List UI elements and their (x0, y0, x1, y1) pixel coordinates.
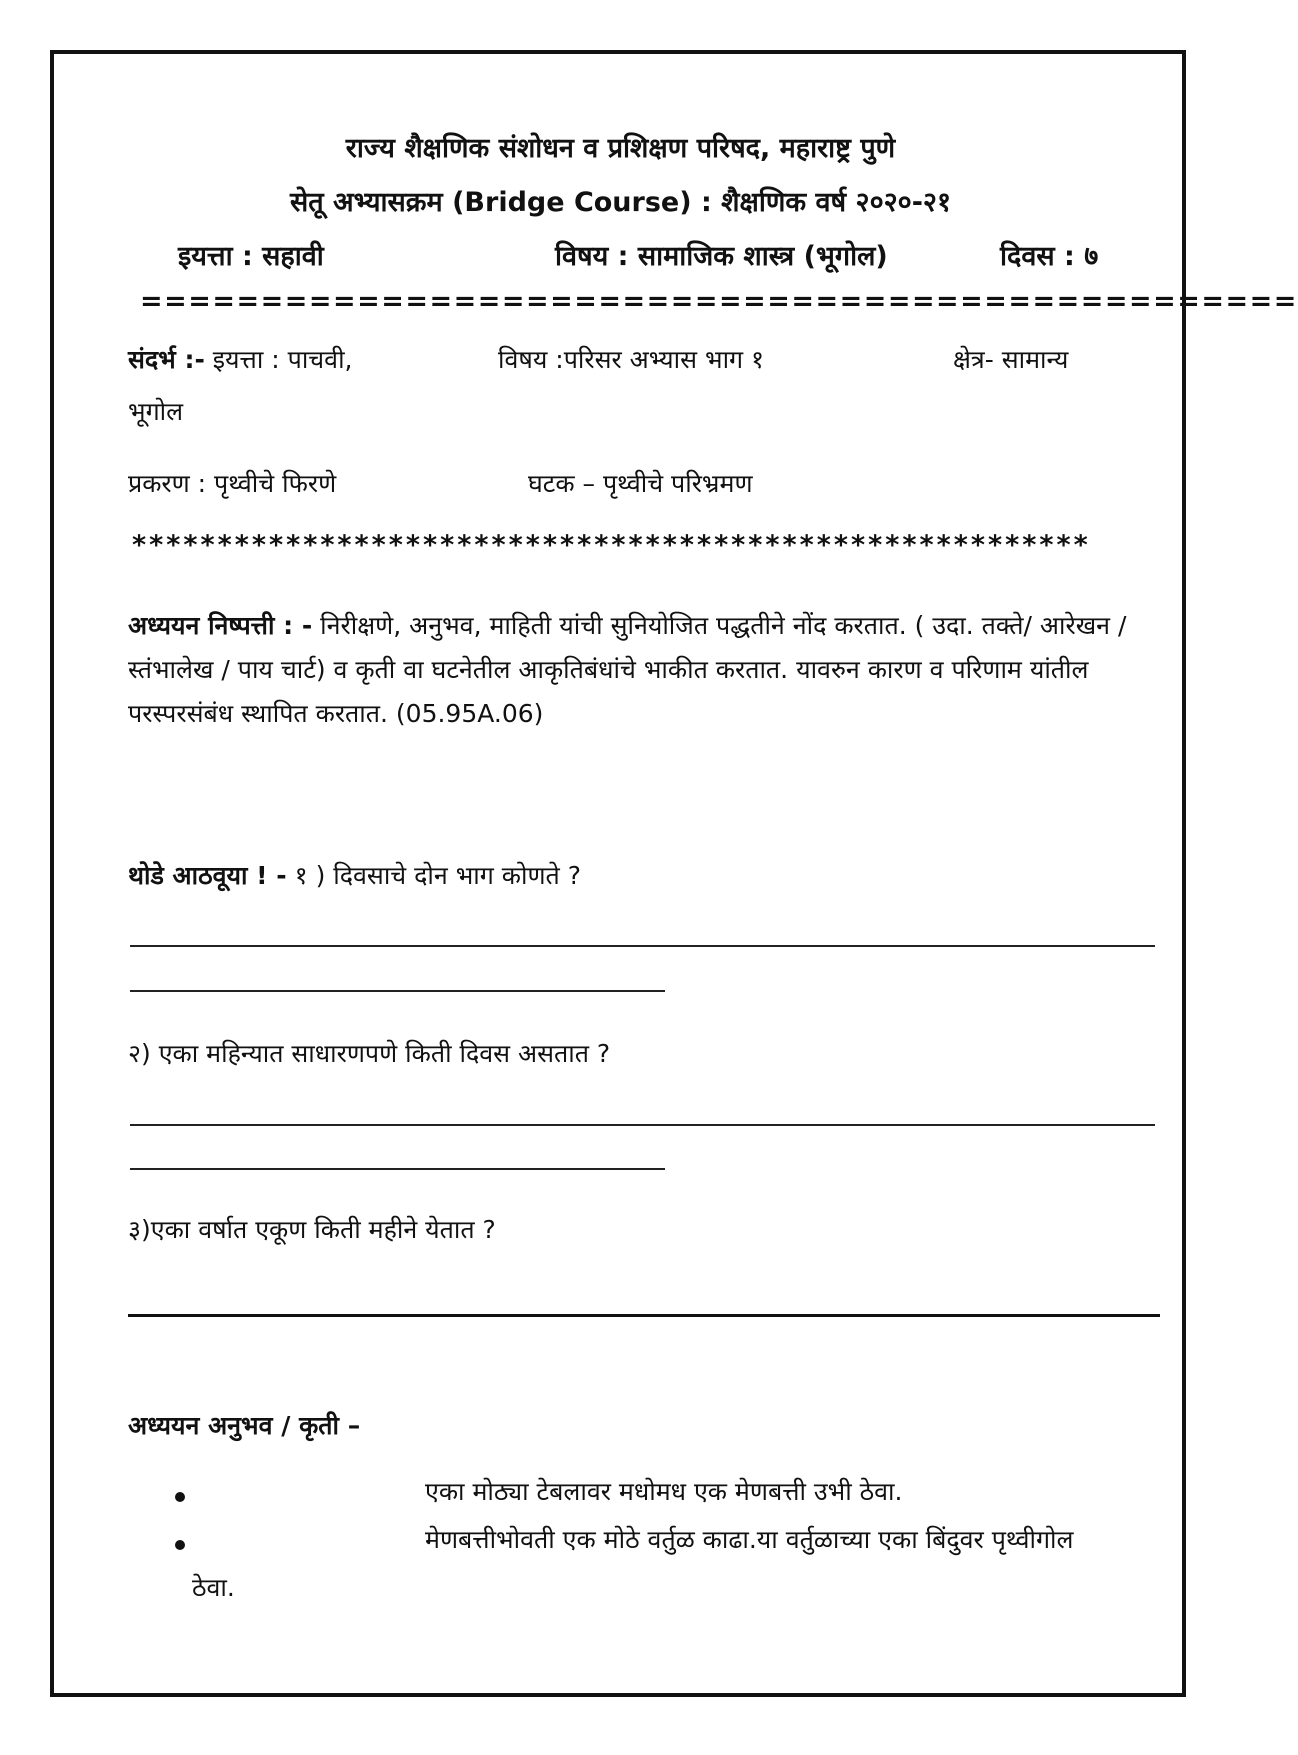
header-course-title: सेतू अभ्यासक्रम (Bridge Course) : शैक्षणिक वर्ष २०२०-२१ (290, 187, 951, 218)
bullet-icon (175, 1540, 185, 1550)
bullet-icon (175, 1492, 185, 1502)
reference-label: संदर्भ :- (128, 345, 205, 374)
recall-line (128, 858, 581, 892)
unit-line (528, 466, 753, 500)
reference-subject: विषय :परिसर अभ्यास भाग १ (498, 345, 765, 374)
header-grade: इयत्ता : सहावी (178, 241, 324, 272)
activity-item: एका मोठ्या टेबलावर मधोमध एक मेणबत्ती उभी ठेवा. (425, 1477, 903, 1506)
equals-separator: ================================================ (140, 286, 1298, 317)
header-subject: विषय : सामाजिक शास्त्र (भूगोल) (555, 241, 888, 272)
answer-line[interactable] (130, 945, 1155, 947)
stars-separator: ******************************************************** (132, 530, 1091, 561)
recall-question-1: १ ) दिवसाचे दोन भाग कोणते ? (294, 861, 581, 890)
recall-label: थोडे आठवूया ! - (128, 861, 287, 890)
learning-outcome (128, 604, 1158, 736)
activity-item: मेणबत्तीभोवती एक मोठे वर्तुळ काढा.या वर्तुळाच्या एका बिंदुवर पृथ्वीगोल (425, 1525, 1074, 1554)
chapter: प्रकरण : पृथ्वीचे फिरणे (128, 469, 337, 498)
header-organization: राज्य शैक्षणिक संशोधन व प्रशिक्षण परिषद, महाराष्ट्र पुणे (345, 133, 896, 164)
activity-heading: अध्ययन अनुभव / कृती – (128, 1411, 361, 1440)
answer-line[interactable] (128, 1314, 1160, 1317)
activity-item-continued: ठेवा. (192, 1573, 235, 1602)
recall-question-3: ३)एका वर्षात एकूण किती महीने येतात ? (128, 1215, 496, 1244)
reference-area-continued: भूगोल (128, 397, 184, 426)
recall-question-2: २) एका महिन्यात साधारणपणे किती दिवस असतात ? (128, 1039, 611, 1068)
unit-label: घटक – (528, 469, 596, 498)
unit-value: पृथ्वीचे परिभ्रमण (602, 469, 753, 498)
answer-line[interactable] (130, 990, 665, 992)
reference-area: क्षेत्र- सामान्य (953, 345, 1069, 374)
reference-grade: इयत्ता : पाचवी, (212, 345, 353, 374)
learning-outcome-label: अध्ययन निष्पत्ती : - (128, 611, 313, 640)
answer-line[interactable] (130, 1168, 665, 1170)
answer-line[interactable] (130, 1124, 1155, 1126)
learning-outcome-text: निरीक्षणे, अनुभव, माहिती यांची सुनियोजित पद्धतीने नोंद करतात. ( उदा. तक्ते/ आरेखन / स्तंभालेख / पाय चार्ट) व कृती वा घटनेतील आकृतिबंधांचे भाकीत करतात. यावरुन कारण व परिणाम यांतील परस्परसंबंध स्थापित करतात. (05.95A.06) (128, 611, 1127, 728)
header-day: दिवस : ७ (1000, 241, 1099, 272)
reference-line (128, 342, 353, 376)
